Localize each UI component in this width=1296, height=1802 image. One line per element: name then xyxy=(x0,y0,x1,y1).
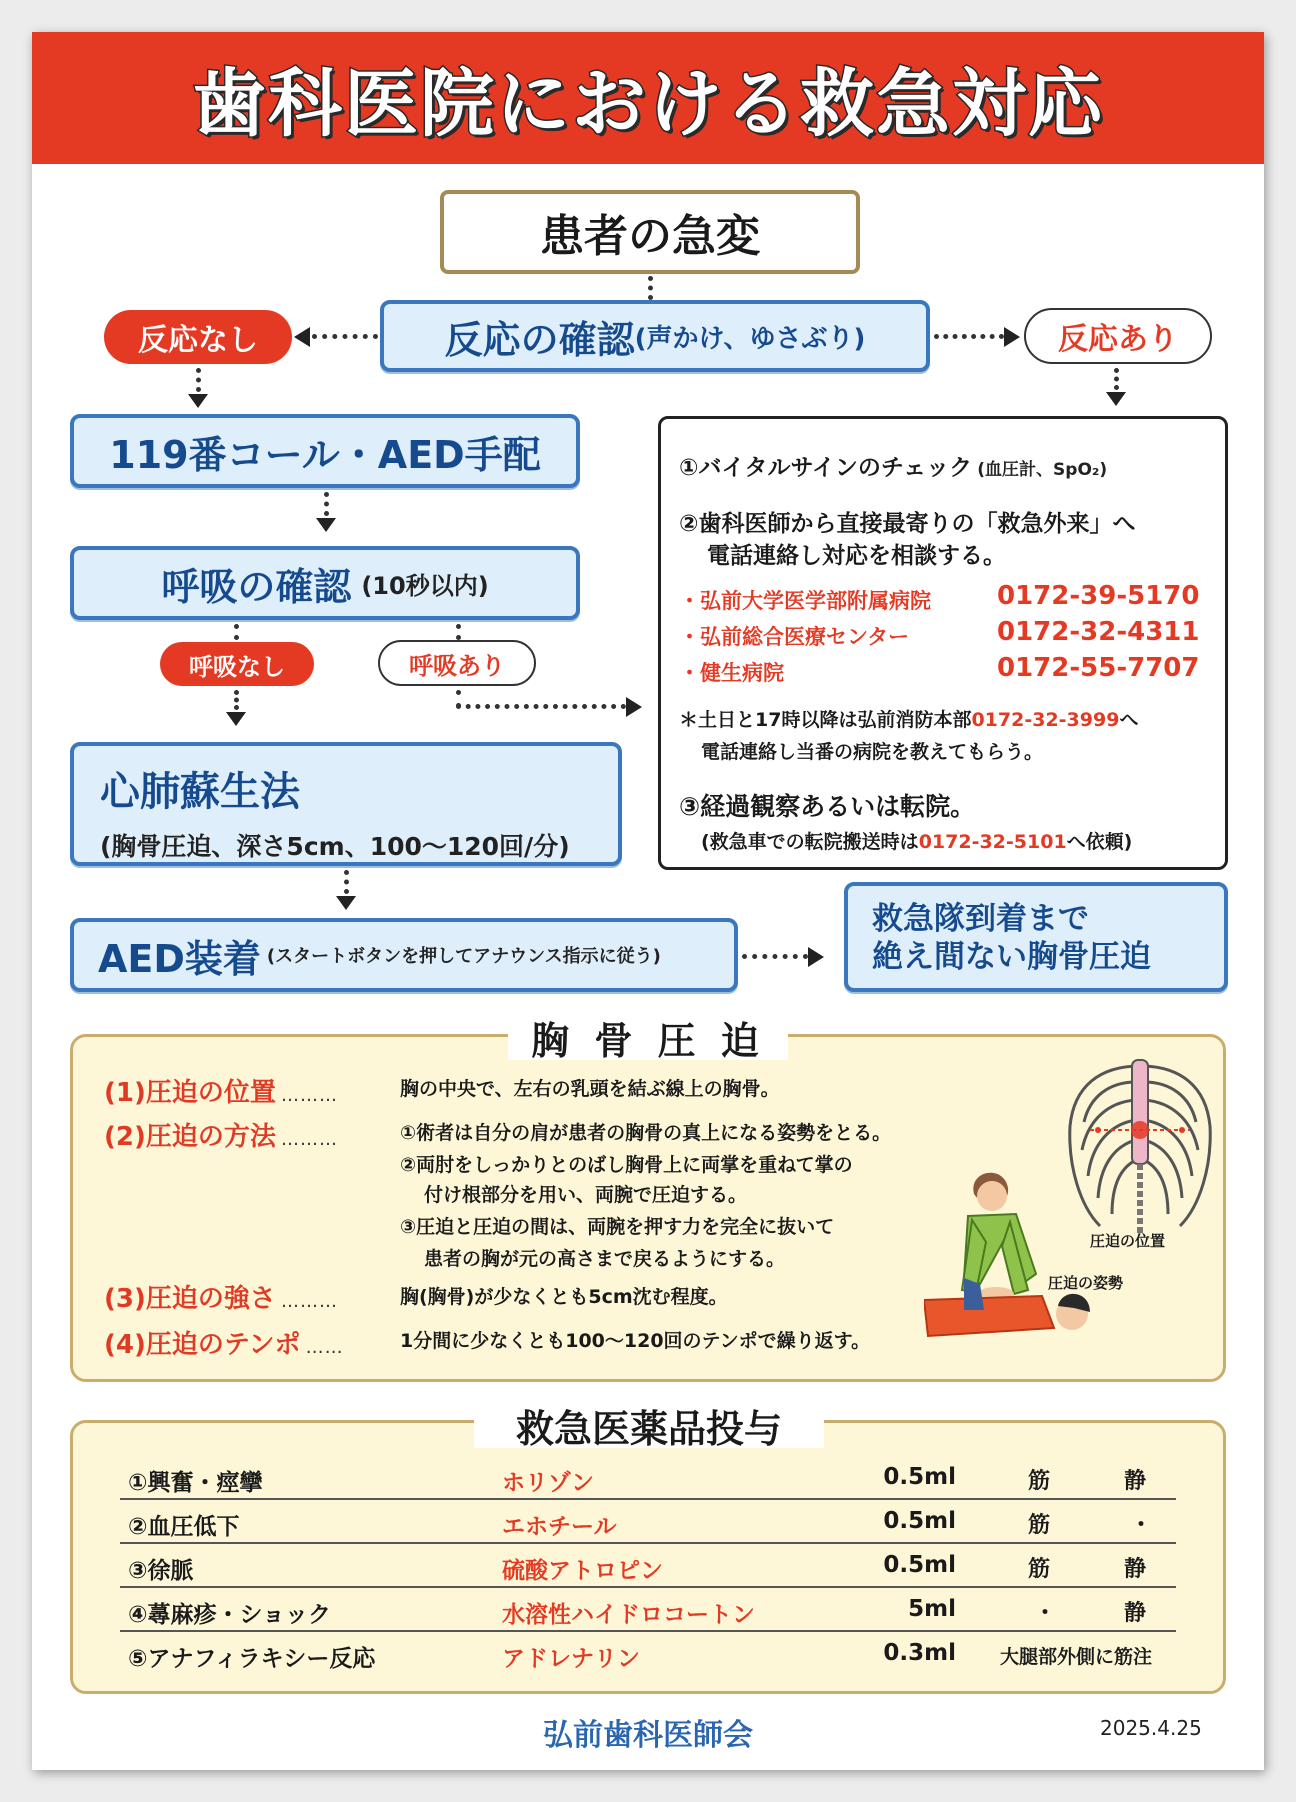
issue-date: 2025.4.25 xyxy=(1100,1716,1202,1740)
breath-check-sub: (10秒以内) xyxy=(361,571,489,600)
condition-cell: ⑤アナフィラキシー反応 xyxy=(128,1646,376,1672)
dose-cell: 0.5ml xyxy=(883,1508,956,1534)
route1-cell: 大腿部外側に筋注 xyxy=(1000,1646,1153,1668)
weekend-note xyxy=(679,705,1138,732)
compression-item-tempo xyxy=(104,1324,344,1361)
step2-line2: 電話連絡し対応を相談する。 xyxy=(707,543,1006,569)
check-response-box xyxy=(380,300,930,372)
drug-row xyxy=(120,1500,1176,1544)
drug-cell: 水溶性ハイドロコートン xyxy=(502,1602,755,1628)
item-text: 胸(胸骨)が少なくとも5cm沈む程度。 xyxy=(400,1286,728,1308)
response-badge xyxy=(1024,308,1212,364)
cpr-sub: (胸骨圧迫、深さ5cm、100〜120回/分) xyxy=(100,832,570,861)
hospital-phone: 0172-32-4311 xyxy=(997,617,1200,647)
fig-posture-caption: 圧迫の姿勢 xyxy=(1048,1274,1124,1292)
drug-cell: 硫酸アトロピン xyxy=(502,1558,663,1584)
connector-line xyxy=(234,690,239,710)
hospital-name: ・弘前総合医療センター xyxy=(679,625,910,649)
dose-cell: 0.5ml xyxy=(883,1464,956,1490)
drug-row xyxy=(120,1544,1176,1588)
drug-cell: ホリゾン xyxy=(502,1470,594,1496)
compression-item-method xyxy=(104,1116,338,1153)
title-banner xyxy=(32,32,1264,164)
step3-sub xyxy=(701,827,1132,854)
until-arrival-line1: 救急隊到着まで xyxy=(872,901,1089,937)
hospital-name: ・弘前大学医学部附属病院 xyxy=(679,589,931,613)
connector-line xyxy=(1114,368,1119,390)
item-text: 胸の中央で、左右の乳頭を結ぶ線上の胸骨。 xyxy=(400,1078,780,1100)
transfer-phone: 0172-32-5101 xyxy=(918,831,1067,853)
drug-title: 救急医薬品投与 xyxy=(474,1398,824,1448)
route1-cell: ・ xyxy=(1034,1601,1057,1626)
route2-cell: ・ xyxy=(1130,1513,1153,1538)
until-arrival-line2: 絶え間ない胸骨圧迫 xyxy=(872,939,1151,975)
connector-line xyxy=(324,492,329,516)
call-119-box xyxy=(70,414,580,488)
drug-cell: エホチール xyxy=(502,1514,617,1540)
step3-label: ③経過観察あるいは転院。 xyxy=(679,792,976,821)
check-response-label: 反応の確認 xyxy=(444,317,635,362)
connector-line xyxy=(456,704,626,709)
no-breath-badge xyxy=(160,642,314,686)
weekend-note-line2: 電話連絡し当番の病院を教えてもらう。 xyxy=(701,741,1044,763)
drug-row xyxy=(120,1632,1176,1676)
start-label: 患者の急変 xyxy=(540,211,760,262)
arrow-down-icon xyxy=(188,394,208,408)
step3-sub-text: (救急車での転院搬送時は xyxy=(701,831,919,853)
condition-cell: ④蕁麻疹・ショック xyxy=(128,1602,332,1628)
arrow-right-icon xyxy=(626,697,642,717)
connector-line xyxy=(344,870,349,894)
item-label: (4)圧迫のテンポ xyxy=(104,1330,301,1360)
step1-label: ①バイタルサインのチェック xyxy=(679,455,973,481)
step3-sub-suffix: へ依頼) xyxy=(1066,831,1133,853)
leader-dots: ……… xyxy=(280,1291,338,1312)
connector-line xyxy=(934,334,1004,339)
route1-cell: 筋 xyxy=(1028,1469,1051,1494)
step1-sub: (血圧計、SpO₂) xyxy=(977,460,1108,480)
dose-cell: 5ml xyxy=(908,1596,956,1622)
leader-dots: ……… xyxy=(280,1129,338,1150)
breath-check-box xyxy=(70,546,580,620)
cpr-posture-illustration xyxy=(924,1160,1094,1354)
until-arrival-box xyxy=(844,882,1228,992)
aed-label: AED装着 xyxy=(98,936,261,981)
connector-line xyxy=(456,624,461,640)
item-text: 1分間に少なくとも100〜120回のテンポで繰り返す。 xyxy=(400,1330,871,1352)
route2-cell: 静 xyxy=(1124,1601,1147,1626)
route1-cell: 筋 xyxy=(1028,1513,1051,1538)
response-info-box xyxy=(658,416,1228,870)
hospital-phone: 0172-39-5170 xyxy=(997,581,1200,611)
item-text: 付け根部分を用い、両腕で圧迫する。 xyxy=(424,1184,748,1206)
route2-cell: 静 xyxy=(1124,1469,1147,1494)
breath-badge xyxy=(378,640,536,686)
check-response-sub: (声かけ、ゆさぶり) xyxy=(634,323,866,354)
breath-check-label: 呼吸の確認 xyxy=(161,564,352,609)
condition-cell: ①興奮・痙攣 xyxy=(128,1470,263,1496)
dose-cell: 0.5ml xyxy=(883,1552,956,1578)
page-title: 歯科医院における救急対応 xyxy=(192,61,1104,147)
no-response-label: 反応なし xyxy=(138,323,258,358)
item-text: ③圧迫と圧迫の間は、両腕を押す力を完全に抜いて xyxy=(400,1216,835,1238)
condition-cell: ③徐脈 xyxy=(128,1558,194,1584)
leader-dots: …… xyxy=(305,1337,344,1358)
item-label: (2)圧迫の方法 xyxy=(104,1122,276,1152)
connector-line xyxy=(648,276,653,300)
route2-cell: 静 xyxy=(1124,1557,1147,1582)
hospital-phone: 0172-55-7707 xyxy=(997,653,1200,683)
aed-sub: (スタートボタンを押してアナウンス指示に従う) xyxy=(266,946,661,967)
fire-dept-phone: 0172-32-3999 xyxy=(971,709,1120,731)
start-box xyxy=(440,190,860,274)
step1 xyxy=(679,449,1107,482)
compression-item-strength xyxy=(104,1278,338,1315)
cpr-box xyxy=(70,742,622,866)
item-text: 患者の胸が元の高さまで戻るようにする。 xyxy=(424,1248,786,1270)
arrow-right-icon xyxy=(1004,327,1020,347)
arrow-down-icon xyxy=(1106,392,1126,406)
item-text: ①術者は自分の肩が患者の胸骨の真上になる姿勢をとる。 xyxy=(400,1122,892,1144)
arrow-left-icon xyxy=(294,327,310,347)
aed-box xyxy=(70,918,738,992)
connector-line xyxy=(742,954,808,959)
dose-cell: 0.3ml xyxy=(883,1640,956,1666)
condition-cell: ②血圧低下 xyxy=(128,1514,240,1540)
item-label: (3)圧迫の強さ xyxy=(104,1284,276,1314)
compression-item-position xyxy=(104,1072,338,1109)
arrow-down-icon xyxy=(226,712,246,726)
fig-position-caption: 圧迫の位置 xyxy=(1090,1232,1166,1250)
drug-row xyxy=(120,1456,1176,1500)
cpr-label: 心肺蘇生法 xyxy=(100,769,300,815)
connector-line xyxy=(196,368,201,392)
breath-label: 呼吸あり xyxy=(409,651,505,680)
no-breath-label: 呼吸なし xyxy=(189,652,285,681)
step2-line1: ②歯科医師から直接最寄りの「救急外来」へ xyxy=(679,511,1136,537)
leader-dots: ……… xyxy=(280,1085,338,1106)
route1-cell: 筋 xyxy=(1028,1557,1051,1582)
weekend-note-text: ＊土日と17時以降は弘前消防本部 xyxy=(679,709,972,731)
org-name: 弘前歯科医師会 xyxy=(543,1718,753,1753)
hospital-name: ・健生病院 xyxy=(679,661,784,685)
compression-title: 胸 骨 圧 迫 xyxy=(508,1010,788,1060)
arrow-down-icon xyxy=(336,896,356,910)
item-text: ②両肘をしっかりとのばし胸骨上に両掌を重ねて掌の xyxy=(400,1154,853,1176)
drug-cell: アドレナリン xyxy=(502,1646,640,1672)
no-response-badge xyxy=(104,310,292,364)
connector-line xyxy=(234,624,239,640)
response-label: 反応あり xyxy=(1058,322,1178,357)
connector-line xyxy=(312,334,378,339)
call-119-label: 119番コール・AED手配 xyxy=(109,432,541,477)
weekend-note-suffix: へ xyxy=(1119,709,1139,731)
drug-row xyxy=(120,1588,1176,1632)
arrow-down-icon xyxy=(316,518,336,532)
item-label: (1)圧迫の位置 xyxy=(104,1078,276,1108)
arrow-right-icon xyxy=(808,947,824,967)
